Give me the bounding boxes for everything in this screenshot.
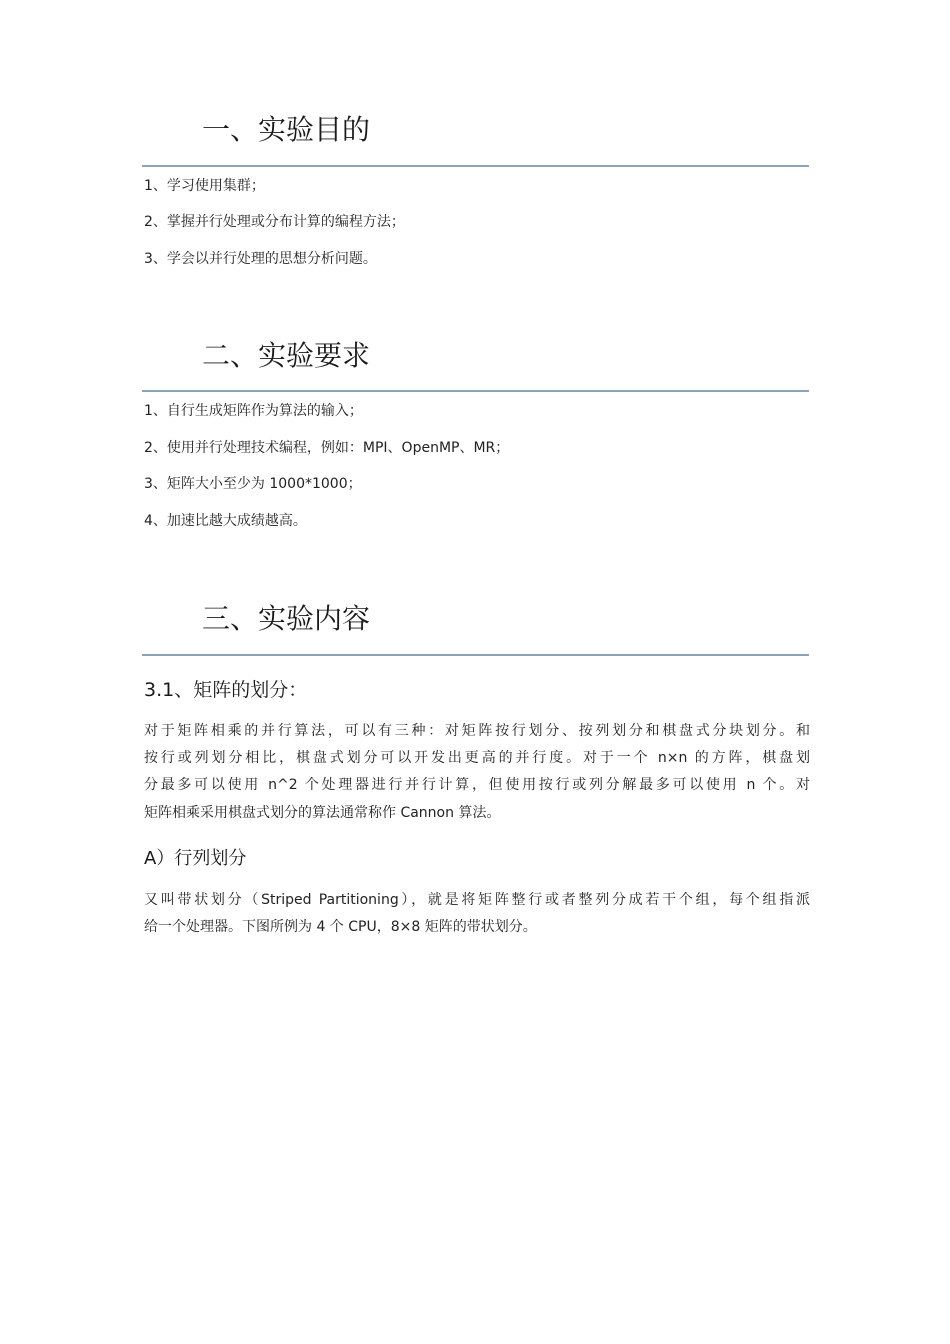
heading-rule — [142, 390, 809, 392]
paragraph-line: 按行或列划分相比，棋盘式划分可以开发出更高的并行度。对于一个 n×n 的方阵，棋盘划 — [144, 750, 810, 766]
list-item: 4、加速比越大成绩越高。 — [144, 513, 307, 529]
list-item: 3、学会以并行处理的思想分析问题。 — [144, 251, 377, 267]
section-heading-content: 三、实验内容 — [202, 602, 371, 635]
paragraph-line: 对于矩阵相乘的并行算法，可以有三种：对矩阵按行划分、按列划分和棋盘式分块划分。和 — [144, 723, 810, 739]
list-item: 2、使用并行处理技术编程，例如：MPI、OpenMP、MR； — [144, 440, 510, 456]
list-item: 1、自行生成矩阵作为算法的输入； — [144, 403, 363, 419]
list-item: 3、矩阵大小至少为 1000*1000； — [144, 476, 362, 492]
heading-rule — [142, 165, 809, 167]
sub-subsection-title: A）行列划分 — [144, 848, 247, 869]
section-heading-requirements: 二、实验要求 — [202, 339, 371, 372]
paragraph-line: 又叫带状划分（Striped Partitioning），就是将矩阵整行或者整列分成若干个组，每个组指派 — [144, 892, 810, 908]
paragraph-line: 分最多可以使用 n^2 个处理器进行并行计算，但使用按行或列分解最多可以使用 n 个。对 — [144, 777, 810, 793]
list-item: 1、学习使用集群； — [144, 178, 265, 194]
list-item: 2、掌握并行处理或分布计算的编程方法； — [144, 214, 405, 230]
paragraph-line: 矩阵相乘采用棋盘式划分的算法通常称作 Cannon 算法。 — [144, 805, 501, 821]
section-heading-purpose: 一、实验目的 — [202, 113, 371, 146]
paragraph-line: 给一个处理器。下图所例为 4 个 CPU，8×8 矩阵的带状划分。 — [144, 919, 537, 935]
subsection-title: 3.1、矩阵的划分： — [144, 679, 308, 701]
heading-rule — [142, 654, 809, 656]
